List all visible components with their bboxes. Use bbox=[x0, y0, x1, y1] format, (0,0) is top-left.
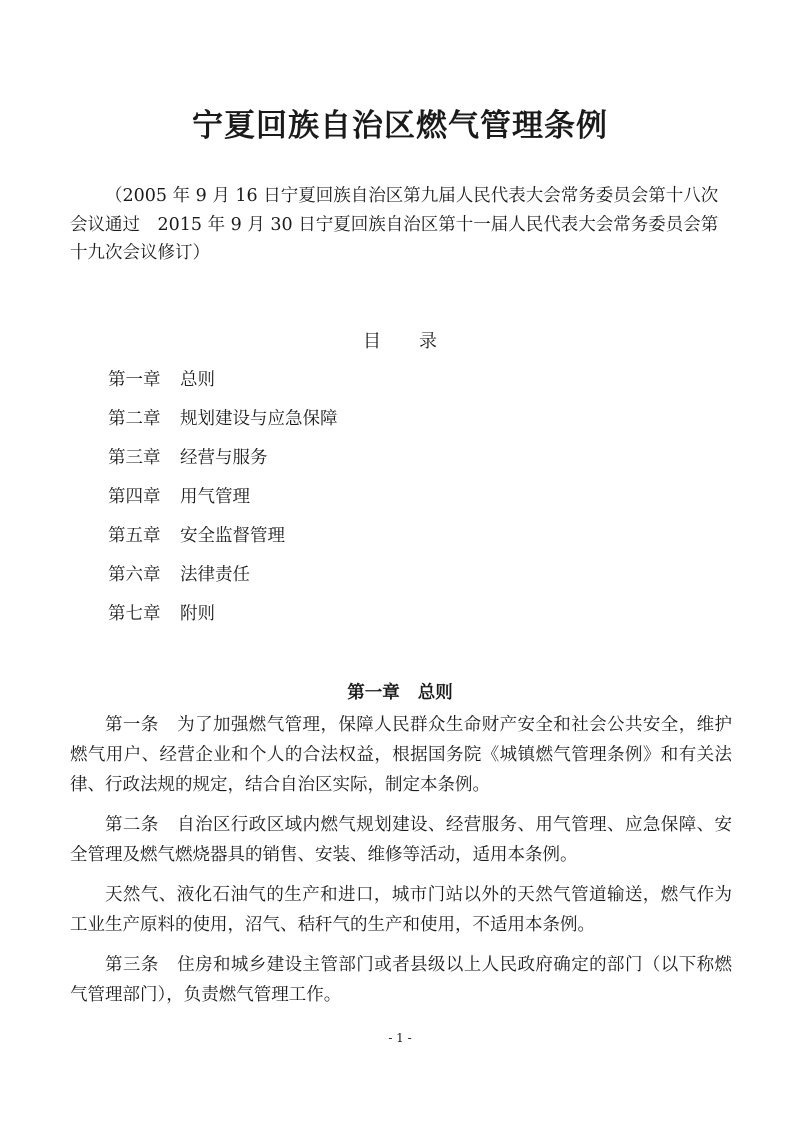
article-paragraph bbox=[70, 710, 732, 800]
article-text: 为了加强燃气管理，保障人民群众生命财产安全和社会公共安全，维护燃气用户、经营企业和个人的合法权益，根据国务院《城镇燃气管理条例》和有关法律、行政法规的规定，结合自治区实际，制定本条例。 bbox=[70, 715, 733, 795]
toc-item bbox=[108, 600, 338, 639]
toc-heading bbox=[0, 327, 800, 353]
toc-chapter-number: 第四章 bbox=[108, 487, 161, 507]
toc-item bbox=[108, 444, 338, 483]
article-text: 住房和城乡建设主管部门或者县级以上人民政府确定的部门（以下称燃气管理部门），负责燃气管理工作。 bbox=[70, 955, 733, 1005]
article-number: 第一条 bbox=[105, 715, 159, 735]
toc-heading-char-2: 录 bbox=[419, 331, 437, 352]
toc-heading-char-1: 目 bbox=[363, 331, 381, 352]
article-paragraph bbox=[70, 880, 732, 940]
article-text: 自治区行政区域内燃气规划建设、经营服务、用气管理、应急保障、安全管理及燃气燃烧器具的销售、安装、维修等活动，适用本条例。 bbox=[70, 815, 733, 865]
toc-chapter-number: 第五章 bbox=[108, 526, 161, 546]
toc-chapter-number: 第一章 bbox=[108, 370, 161, 390]
article-paragraph bbox=[70, 810, 732, 870]
chapter-number: 第一章 bbox=[347, 683, 400, 703]
chapter-name: 总则 bbox=[417, 683, 453, 703]
article-number: 第三条 bbox=[105, 955, 159, 975]
toc-item bbox=[108, 561, 338, 600]
toc-chapter-number: 第三章 bbox=[108, 448, 161, 468]
toc-item bbox=[108, 522, 338, 561]
article-paragraph bbox=[70, 950, 732, 1010]
chapter-body bbox=[70, 710, 732, 1020]
toc-chapter-number: 第六章 bbox=[108, 565, 161, 585]
toc-chapter-name: 规划建设与应急保障 bbox=[180, 409, 338, 429]
toc-item bbox=[108, 405, 338, 444]
toc-chapter-name: 法律责任 bbox=[180, 565, 250, 585]
toc-item bbox=[108, 366, 338, 405]
toc-chapter-name: 用气管理 bbox=[180, 487, 250, 507]
page-number: - 1 - bbox=[388, 1031, 412, 1045]
chapter-heading bbox=[0, 679, 800, 704]
toc-chapter-name: 总则 bbox=[180, 370, 215, 390]
toc-chapter-number: 第二章 bbox=[108, 409, 161, 429]
article-text: 天然气、液化石油气的生产和进口，城市门站以外的天然气管道输送，燃气作为工业生产原料的使用，沼气、秸秆气的生产和使用，不适用本条例。 bbox=[70, 885, 732, 935]
toc-item bbox=[108, 483, 338, 522]
article-number: 第二条 bbox=[105, 815, 159, 835]
toc-chapter-name: 安全监督管理 bbox=[180, 526, 285, 546]
document-title: 宁夏回族自治区燃气管理条例 bbox=[192, 108, 608, 144]
toc-chapter-number: 第七章 bbox=[108, 604, 161, 624]
toc-chapter-name: 经营与服务 bbox=[180, 448, 268, 468]
table-of-contents bbox=[108, 366, 338, 639]
toc-chapter-name: 附则 bbox=[180, 604, 215, 624]
adoption-note: （2005 年 9 月 16 日宁夏回族自治区第九届人民代表大会常务委员会第十八次会议通过 2015 年 9 月 30 日宁夏回族自治区第十一届人民代表大会常务委员会第十九次会议修订） bbox=[70, 186, 719, 263]
